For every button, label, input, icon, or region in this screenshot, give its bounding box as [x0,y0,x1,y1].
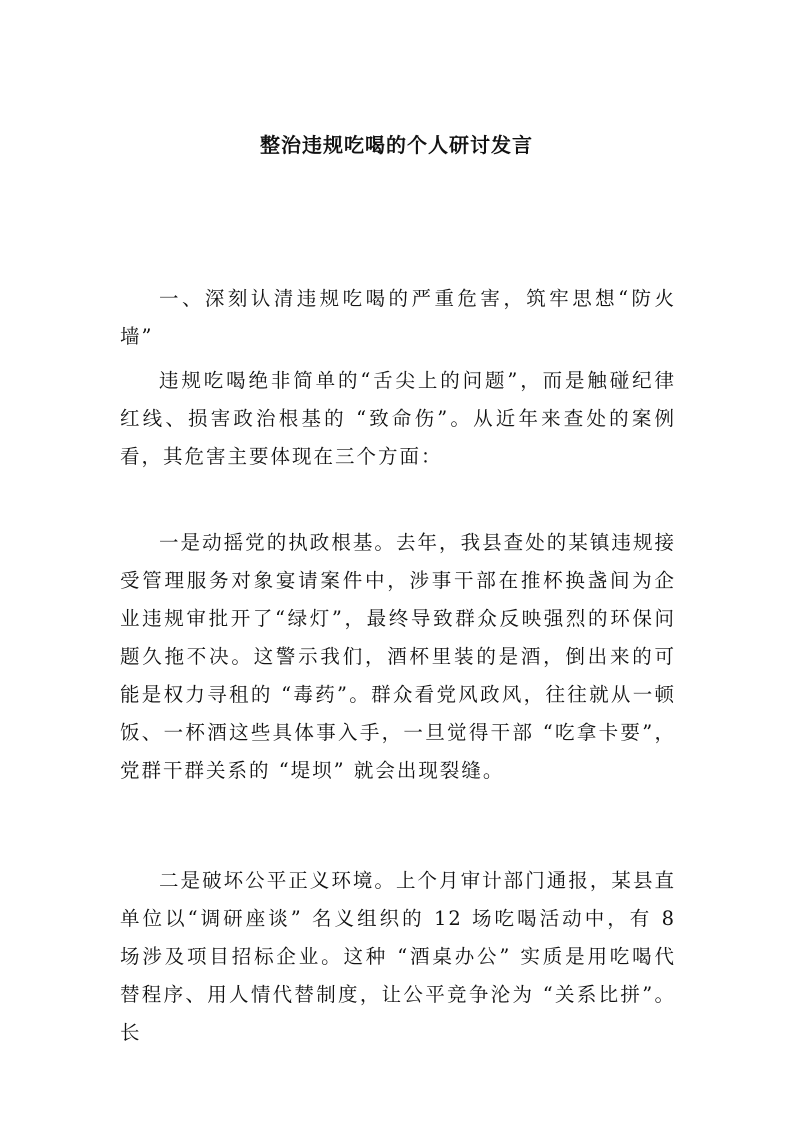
document-title: 整治违规吃喝的个人研讨发言 [260,133,533,157]
paragraph-point-one: 一是动摇党的执政根基。去年，我县查处的某镇违规接受管理服务对象宴请案件中，涉事干部在推杯换盏间为企业违规审批开了“绿灯”，最终导致群众反映强烈的环保问题久拖不决。这警示我们，酒杯里装的是酒，倒出来的可能是权力寻租的 “毒药”。群众看党风政风，往往就从一顿饭、一杯酒这些具体事入手，一旦觉得干部 “吃拿卡要”，党群干群关系的 “堤坝” 就会出现裂缝。 [120,531,676,782]
paragraph-point-two: 二是破坏公平正义环境。上个月审计部门通报，某县直单位以“调研座谈” 名义组织的 12 场吃喝活动中，有 8 场涉及项目招标企业。这种 “酒桌办公” 实质是用吃喝代替程序、用人情代替制度，让公平竞争沦为 “关系比拼”。长 [120,869,676,1044]
paragraph-intro: 违规吃喝绝非简单的“舌尖上的问题”，而是触碰纪律红线、损害政治根基的 “致命伤”。从近年来查处的案例看，其危害主要体现在三个方面： [120,369,676,468]
section-heading: 一、深刻认清违规吃喝的严重危害，筑牢思想“防火墙” [120,287,676,348]
